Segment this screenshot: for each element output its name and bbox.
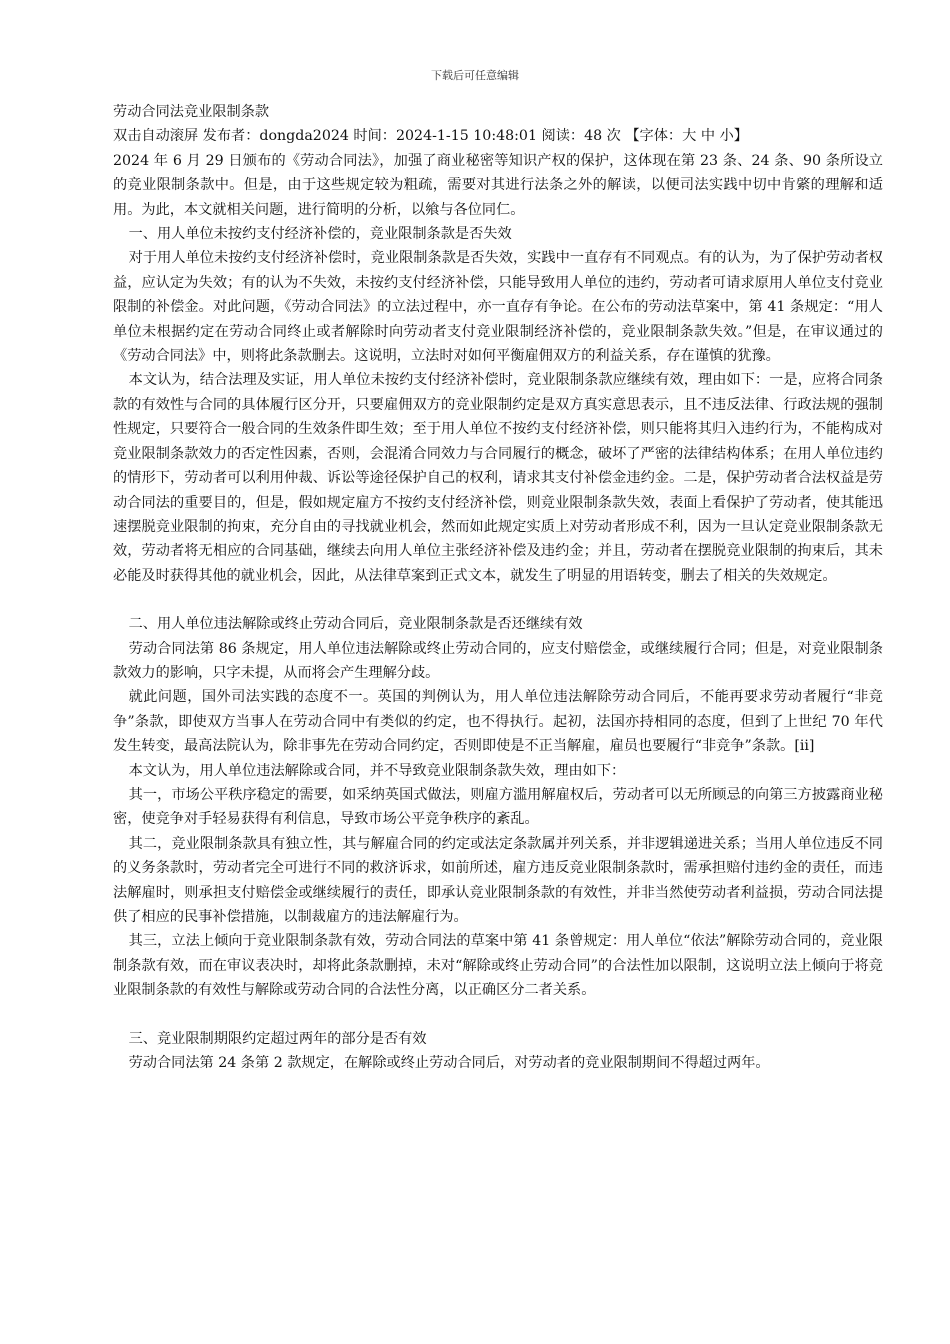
font-size-open: 【字体：: [625, 128, 683, 145]
article-title: 劳动合同法竞业限制条款: [113, 104, 270, 120]
paragraph: 对于用人单位未按约支付经济补偿时，竞业限制条款是否失效，实践中一直存有不同观点。有的认为，为了保护劳动者权益，应认定为失效；有的认为不失效，未按约支付经济补偿，只能导致用人单位的违约，劳动者可请求原用人单位支付竞业限制的补偿金。对此问题，《劳动合同法》的立法过程中，亦一直存有争论。在公布的劳动法草案中，第 41 条规定：“用人单位未根据约定在劳动合同终止或者解除时向劳动者支付竞业限制经济补偿的，竞业限制条款失效。”但是，在审议通过的《劳动合同法》中，则将此条款删去。这说明，立法时对如何平衡雇佣双方的利益关系，存在谨慎的犹豫。: [113, 250, 883, 365]
paragraph: 本文认为，结合法理及实证，用人单位未按约支付经济补偿时，竞业限制条款应继续有效，理由如下：一是，应将合同条款的有效性与合同的具体履行区分开，只要雇佣双方的竞业限制约定是双方真实意思表示，且不违反法律、行政法规的强制性规定，只要符合一般合同的生效条件即生效；至于用人单位不按约支付经济补偿，则只能将其归入违约行为，不能构成对竞业限制条款效力的否定性因素，否则，会混淆合同效力与合同履行的概念，破坏了严密的法律结构体系；在用人单位违约的情形下，劳动者可以利用仲裁、诉讼等途径保护自己的权利，请求其支付补偿金违约金。二是，保护劳动者合法权益是劳动合同法的重要目的，但是，假如规定雇方不按约支付经济补偿，则竞业限制条款失效，表面上看保护了劳动者，使其能迅速摆脱竞业限制的拘束，充分自由的寻找就业机会，然而如此规定实质上对劳动者形成不利，因为一旦认定竞业限制条款无效，劳动者将无相应的合同基础，继续去向用人单位主张经济补偿及违约金；并且，劳动者在摆脱竞业限制的拘束后，其未必能及时获得其他的就业机会，因此，从法律草案到正式文本，就发生了明显的用语转变，删去了相关的失效规定。: [113, 372, 883, 584]
font-large-button[interactable]: 大: [682, 128, 697, 145]
section-1-heading: 一、用人单位未按约支付经济补偿的，竞业限制条款是否失效: [128, 226, 512, 243]
paragraph: 劳动合同法第 86 条规定，用人单位违法解除或终止劳动合同的，应支付赔偿金，或继续履行合同；但是，对竞业限制条款效力的影响，只字未提，从而将会产生理解分歧。: [113, 640, 883, 681]
paragraph: 劳动合同法第 24 条第 2 款规定，在解除或终止劳动合同后，对劳动者的竞业限制期间不得超过两年。: [128, 1055, 770, 1072]
paragraph: 其二，竞业限制条款具有独立性，其与解雇合同的约定或法定条款属并列关系，并非逻辑递进关系；当用人单位违反不同的义务条款时，劳动者完全可进行不同的救济诉求，如前所述，雇方违反竞业限制条款时，需承担赔付违约金的责任，而违法解雇时，则承担支付赔偿金或继续履行的责任，即承认竞业限制条款的有效性，并非当然使劳动者利益损，劳动合同法提供了相应的民事补偿措施，以制裁雇方的违法解雇行为。: [113, 835, 883, 925]
section-3-heading: 三、竞业限制期限约定超过两年的部分是否有效: [128, 1030, 427, 1047]
font-medium-button[interactable]: 中: [700, 128, 716, 145]
paragraph: 本文认为，用人单位违法解除或合同，并不导致竞业限制条款失效，理由如下：: [128, 762, 626, 779]
publish-time: 时间：2024-1-15 10:48:01: [353, 128, 537, 145]
paragraph: 其三，立法上倾向于竞业限制条款有效，劳动合同法的草案中第 41 条曾规定：用人单位“依法”解除劳动合同的，竞业限制条款有效，而在审议表决时，却将此条款删掉，未对“解除或终止劳动合同”的合法性加以限制，这说明立法上倾向于将竞业限制条款的有效性与解除或劳动合同的合法性分离，以正确区分二者关系。: [113, 933, 883, 999]
section-2-heading: 二、用人单位违法解除或终止劳动合同后，竞业限制条款是否还继续有效: [128, 616, 583, 633]
paragraph: 其一，市场公平秩序稳定的需要，如采纳英国式做法，则雇方滥用解雇权后，劳动者可以无所顾忌的向第三方披露商业秘密，使竞争对手轻易获得有利信息，导致市场公平竞争秩序的紊乱。: [113, 786, 883, 828]
article-meta: [113, 124, 883, 148]
spacer: [113, 588, 883, 612]
font-size-close: 】: [733, 128, 748, 145]
intro-paragraph: 2024 年 6 月 29 日颁布的《劳动合同法》，加强了商业秘密等知识产权的保护，这体现在第 23 条、24 条、90 条所设立的竞业限制条款中。但是，由于这些规定较为粗疏，需要对其进行法条之外的解读，以便司法实践中切中肯綮的理解和适用。为此，本文就相关问题，进行简明的分析，以飨与各位同仁。: [113, 152, 883, 218]
article-body: [113, 100, 883, 1075]
page-header: 下载后可任意编辑: [431, 69, 519, 82]
paragraph: 就此问题，国外司法实践的态度不一。英国的判例认为，用人单位违法解除劳动合同后，不能再要求劳动者履行“非竞争”条款，即使双方当事人在劳动合同中有类似的约定，也不得执行。起初，法国亦持相同的态度，但到了上世纪 70 年代发生转变，最高法院认为，除非事先在劳动合同约定，否则即使是不正当解雇，雇员也要履行“非竞争”条款。[ii]: [113, 689, 883, 755]
auto-scroll-link[interactable]: 双击自动滚屏: [113, 128, 199, 145]
read-count: 阅读：48 次: [541, 128, 621, 145]
publisher: 发布者：dongda2024: [202, 128, 349, 145]
spacer: [113, 1003, 883, 1027]
font-small-button[interactable]: 小: [719, 128, 734, 145]
